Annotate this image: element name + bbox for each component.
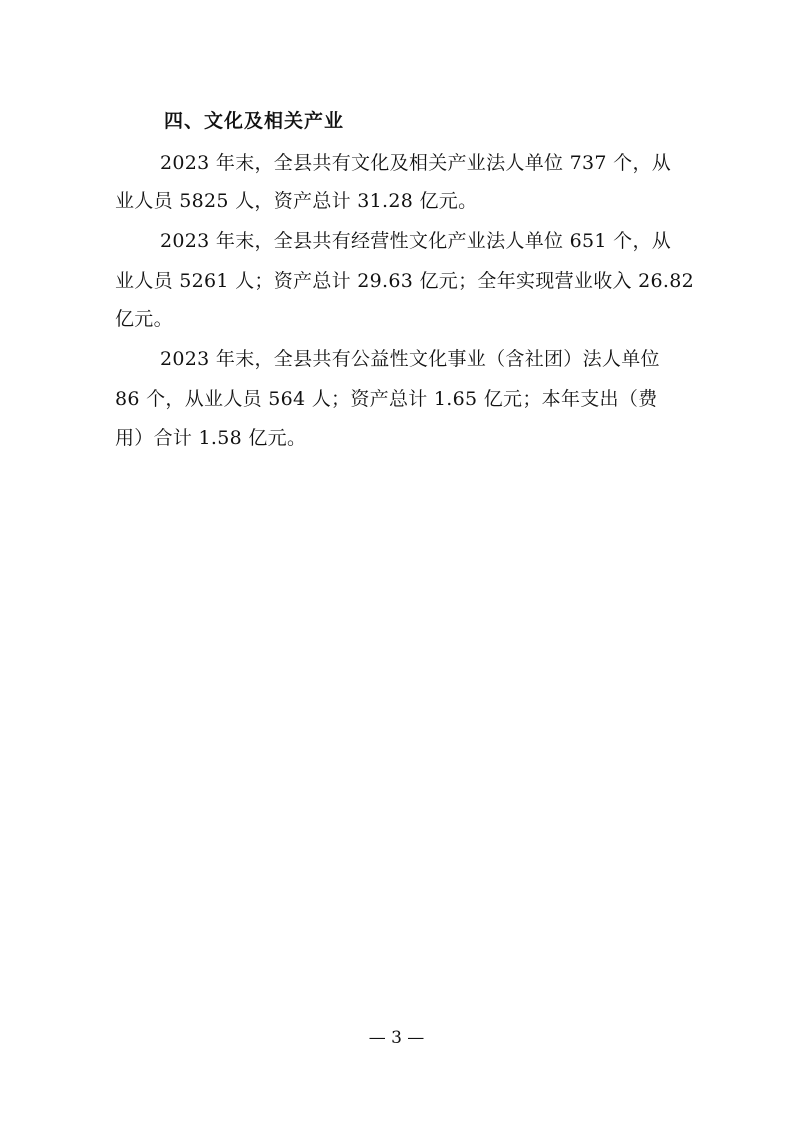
paragraph-line: 86 个，从业人员 564 人；资产总计 1.65 亿元；本年支出（费 bbox=[115, 388, 658, 410]
page-number: — 3 — bbox=[368, 1028, 425, 1048]
paragraph-line: 亿元。 bbox=[115, 308, 173, 330]
paragraph-line: 2023 年末，全县共有公益性文化事业（含社团）法人单位 bbox=[160, 348, 660, 370]
paragraph-line: 用）合计 1.58 亿元。 bbox=[115, 427, 307, 449]
paragraph-line: 业人员 5261 人；资产总计 29.63 亿元；全年实现营业收入 26.82 bbox=[115, 270, 695, 292]
paragraph-line: 2023 年末，全县共有经营性文化产业法人单位 651 个，从 bbox=[160, 230, 672, 252]
section-heading: 四、文化及相关产业 bbox=[164, 110, 345, 132]
paragraph-line: 业人员 5825 人，资产总计 31.28 亿元。 bbox=[115, 190, 478, 212]
paragraph-line: 2023 年末，全县共有文化及相关产业法人单位 737 个，从 bbox=[160, 152, 672, 174]
